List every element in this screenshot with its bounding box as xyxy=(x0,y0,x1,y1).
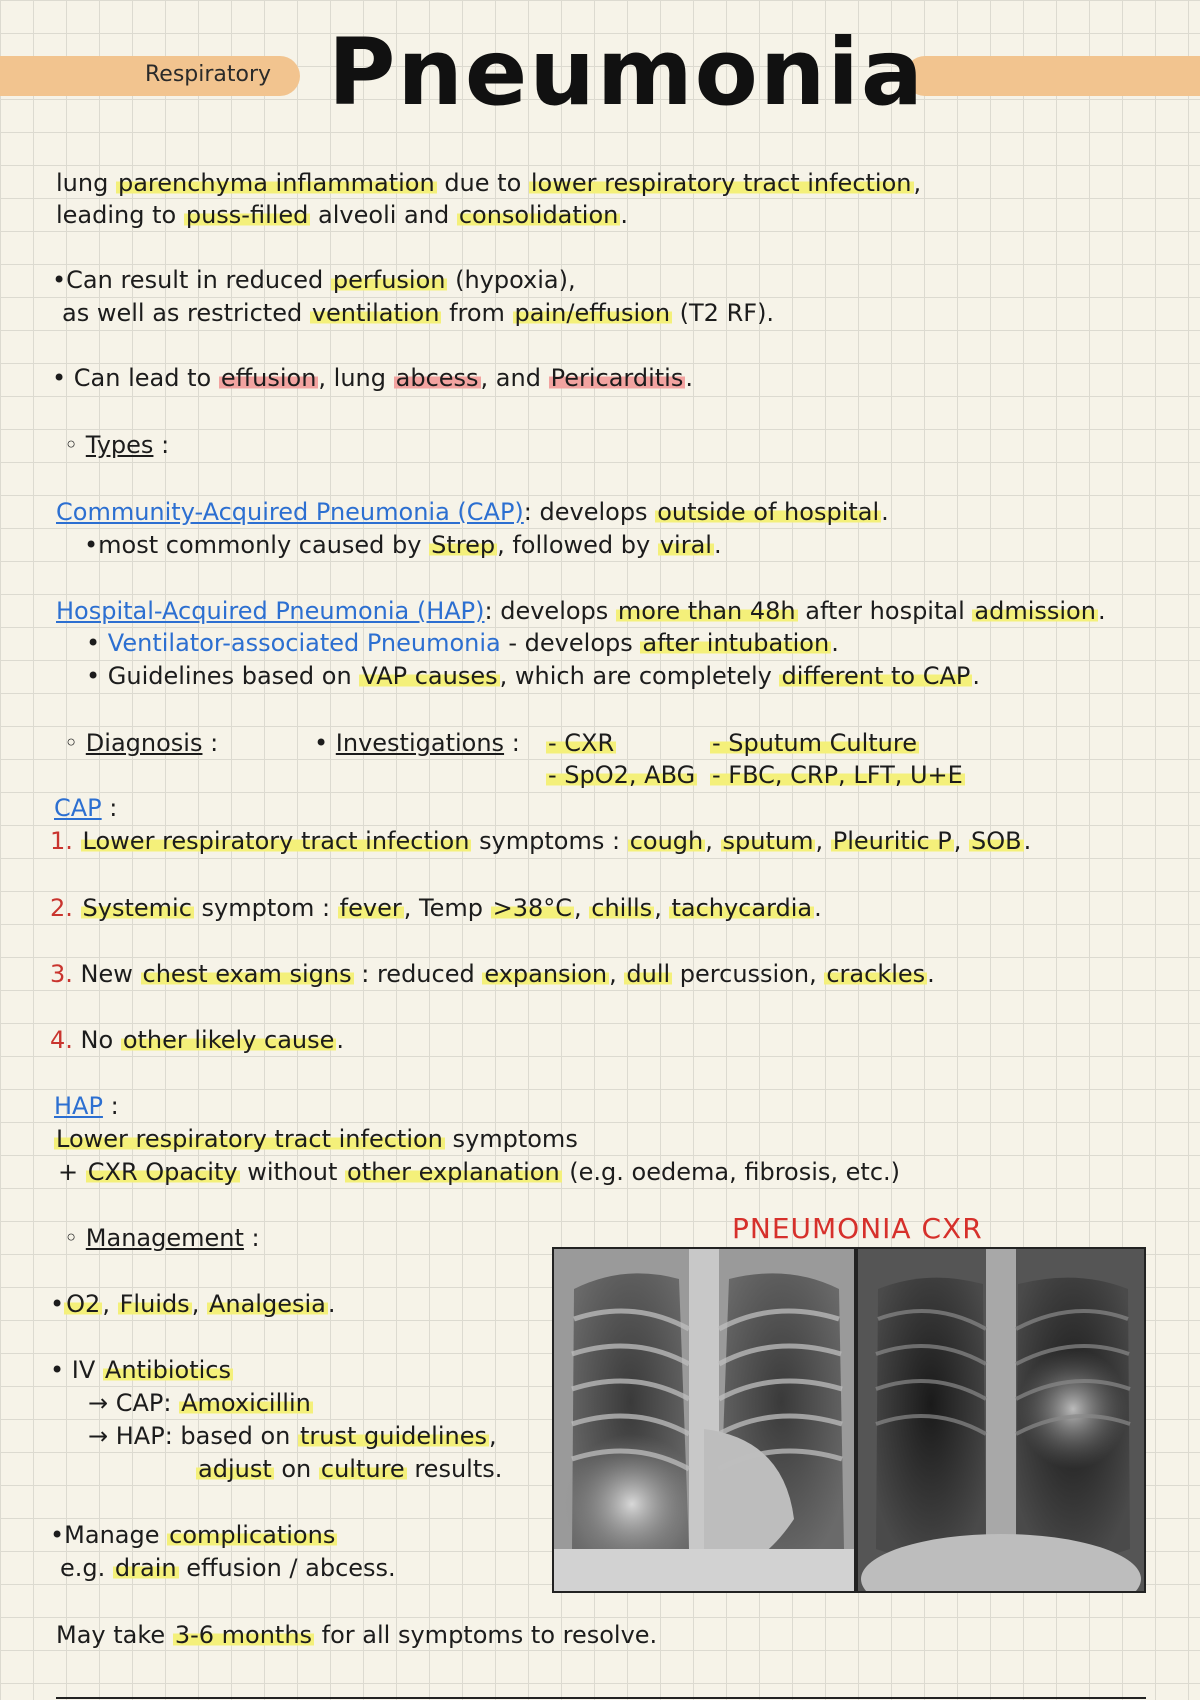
vap-guidelines: • Guidelines based on VAP causes, which are completely different to CAP. xyxy=(86,662,981,690)
investigation-item: - Sputum Culture xyxy=(712,729,917,757)
management-supportive: •O2, Fluids, Analgesia. xyxy=(50,1290,336,1318)
hap-criteria-line-2: + CXR Opacity without other explanation (e.g. oedema, fibrosis, etc.) xyxy=(58,1158,901,1186)
cap-definition: Community-Acquired Pneumonia (CAP): develops outside of hospital. xyxy=(56,498,889,526)
diagnosis-heading: ◦ Diagnosis : xyxy=(64,729,219,757)
category-label: Respiratory xyxy=(145,62,272,87)
investigation-item: - FBC, CRP, LFT, U+E xyxy=(712,761,963,789)
investigation-item: - SpO2, ABG xyxy=(548,761,696,789)
management-complications: •Manage complications xyxy=(50,1521,336,1549)
criteria-item: 4. No other likely cause. xyxy=(50,1026,345,1054)
cap-criteria-label: CAP : xyxy=(54,794,118,822)
management-heading: ◦ Management : xyxy=(64,1224,260,1252)
vap-definition: • Ventilator-associated Pneumonia - develops after intubation. xyxy=(86,629,839,657)
investigations-heading: • Investigations : xyxy=(314,729,520,757)
intro-line-2: leading to puss-filled alveoli and consolidation. xyxy=(56,201,628,229)
cap-cause: •most commonly caused by Strep, followed by viral. xyxy=(84,531,722,559)
chest-xray-image xyxy=(552,1247,856,1593)
perfusion-bullet-line-1: •Can result in reduced perfusion (hypoxia), xyxy=(52,266,576,294)
criteria-item: 1. Lower respiratory tract infection symptoms : cough, sputum, Pleuritic P, SOB. xyxy=(50,827,1032,855)
criteria-item: 3. New chest exam signs : reduced expansion, dull percussion, crackles. xyxy=(50,960,935,988)
intro-line-1: lung parenchyma inflammation due to lower respiratory tract infection, xyxy=(56,169,922,197)
management-cap-antibiotic: → CAP: Amoxicillin xyxy=(88,1389,311,1417)
hap-criteria-line-1: Lower respiratory tract infection symptoms xyxy=(56,1125,578,1153)
hap-criteria-label: HAP : xyxy=(54,1092,119,1120)
management-complications-example: e.g. drain effusion / abcess. xyxy=(60,1554,396,1582)
category-banner-right xyxy=(905,56,1200,96)
chest-xray-image xyxy=(856,1247,1146,1593)
management-hap-antibiotic: → HAP: based on trust guidelines, xyxy=(88,1422,497,1450)
investigation-item: - CXR xyxy=(548,729,615,757)
types-heading: ◦ Types : xyxy=(64,431,170,459)
perfusion-bullet-line-2: as well as restricted ventilation from pain/effusion (T2 RF). xyxy=(62,299,775,327)
cxr-title: PNEUMONIA CXR xyxy=(732,1212,983,1245)
recovery-note: May take 3-6 months for all symptoms to resolve. xyxy=(56,1621,658,1649)
criteria-item: 2. Systemic symptom : fever, Temp >38°C, chills, tachycardia. xyxy=(50,894,822,922)
complications-bullet: • Can lead to effusion, lung abcess, and Pericarditis. xyxy=(52,364,693,392)
management-antibiotics: • IV Antibiotics xyxy=(50,1356,231,1384)
bottom-divider xyxy=(56,1697,1146,1699)
page-title: Pneumonia xyxy=(328,19,925,126)
management-hap-adjust: adjust on culture results. xyxy=(198,1455,503,1483)
hap-definition: Hospital-Acquired Pneumonia (HAP): develops more than 48h after hospital admission. xyxy=(56,597,1106,625)
